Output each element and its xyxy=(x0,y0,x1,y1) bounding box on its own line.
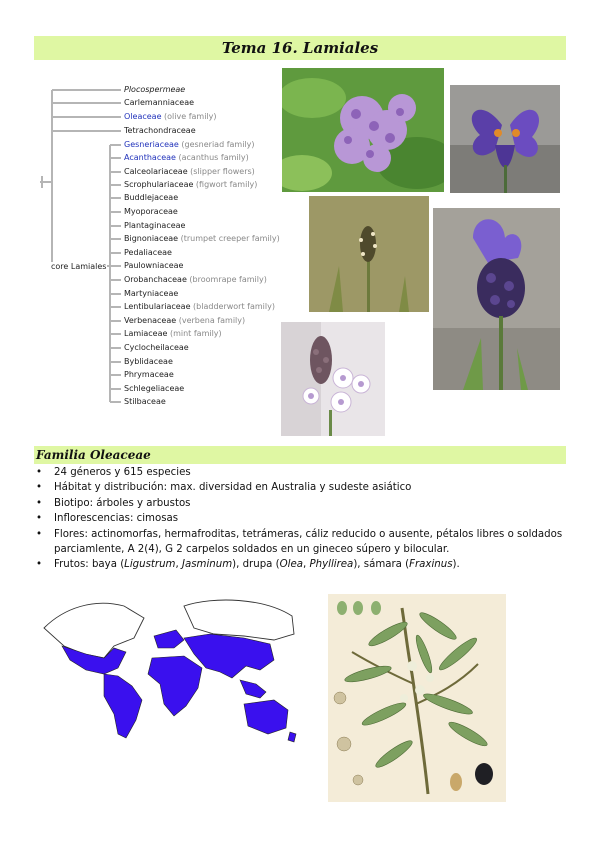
fact-item xyxy=(34,480,564,495)
taxon-name: Lamiaceae xyxy=(124,329,168,338)
taxon xyxy=(124,275,267,284)
page-title: Tema 16. Lamiales xyxy=(34,36,566,60)
fact-text: Biotipo: árboles y arbustos xyxy=(54,497,191,509)
taxon-common-name: (broomrape family) xyxy=(186,275,267,284)
taxon-common-name: (figwort family) xyxy=(193,180,258,189)
fact-item xyxy=(34,557,564,572)
taxon xyxy=(124,234,280,243)
taxon xyxy=(124,98,194,107)
taxon xyxy=(124,384,184,393)
taxon xyxy=(124,302,275,311)
taxon xyxy=(124,126,196,135)
taxon-name[interactable]: Oleaceae xyxy=(124,112,162,121)
taxon-name: Buddlejaceae xyxy=(124,193,179,202)
taxon-name: Tetrachondraceae xyxy=(124,126,196,135)
taxon-name: Plantaginaceae xyxy=(124,221,186,230)
taxon xyxy=(124,357,173,366)
taxon-name: Martyniaceae xyxy=(124,289,179,298)
taxon xyxy=(124,261,183,270)
section-title: Familia Oleaceae xyxy=(34,446,566,464)
taxon xyxy=(124,248,172,257)
taxon xyxy=(124,329,222,338)
taxon-name[interactable]: Gesneriaceae xyxy=(124,140,179,149)
fact-text: ), sámara ( xyxy=(353,559,410,571)
taxon-name: Byblidaceae xyxy=(124,357,173,366)
taxon-name: Schlegeliaceae xyxy=(124,384,185,393)
lavender-photo xyxy=(433,208,560,390)
taxon-name: Phrymaceae xyxy=(124,370,174,379)
plantain-photo xyxy=(309,196,429,312)
taxon xyxy=(124,180,257,189)
taxon xyxy=(124,370,174,379)
taxon-name: Pedaliaceae xyxy=(124,248,172,257)
fact-item xyxy=(34,465,564,480)
taxon-common-name: (acanthus family) xyxy=(175,153,249,162)
phylogenetic-tree xyxy=(0,0,280,420)
fact-item xyxy=(34,511,564,526)
taxon-common-name: (gesneriad family) xyxy=(178,140,255,149)
taxon xyxy=(124,316,245,325)
fact-text: 24 géneros y 615 especies xyxy=(54,467,191,478)
taxon-common-name: (mint family) xyxy=(167,329,222,338)
taxon xyxy=(124,207,178,216)
taxon-name: Scrophulariaceae xyxy=(124,180,194,189)
taxon-name: Calceolariaceae xyxy=(124,167,188,176)
fact-text: Flores: actinomorfas, hermafroditas, tetrámeras, cáliz reducido o ausente, pétalos libres o soldados parciamlente, A 2(4), G 2 carpelos soldados en un gineceo súpero y bilocular. xyxy=(54,528,563,556)
clade-label: core Lamiales xyxy=(51,262,107,271)
taxon-name: Plocospermeae xyxy=(124,85,186,94)
taxon-common-name: (verbena family) xyxy=(176,316,246,325)
taxon xyxy=(124,289,178,298)
taxon-name: Cyclocheilaceae xyxy=(124,343,189,352)
taxon-name: Myoporaceae xyxy=(124,207,178,216)
olive-branch-icon xyxy=(328,594,506,802)
taxon xyxy=(124,140,255,149)
taxon xyxy=(124,397,166,406)
olive-botanical-illustration xyxy=(328,594,506,802)
fact-text: ), drupa ( xyxy=(232,559,280,571)
taxon xyxy=(124,85,185,94)
toadflax-photo xyxy=(450,85,560,193)
taxon-common-name: (bladderwort family) xyxy=(190,302,275,311)
taxon xyxy=(124,153,249,162)
genus-name: Phyllirea xyxy=(309,559,354,571)
distribution-map xyxy=(34,588,300,752)
fact-item xyxy=(34,527,564,558)
taxon-name: Lentibulariaceae xyxy=(124,302,191,311)
taxon-name: Orobanchaceae xyxy=(124,275,187,284)
facts-list xyxy=(34,465,564,573)
world-map-icon xyxy=(34,588,300,752)
fact-text: , xyxy=(303,559,310,571)
verbena-photo xyxy=(281,322,385,436)
taxon-common-name: (slipper flowers) xyxy=(187,167,255,176)
taxon-common-name: (olive family) xyxy=(161,112,217,121)
taxon-name: Carlemanniaceae xyxy=(124,98,195,107)
taxon xyxy=(124,167,255,176)
taxon xyxy=(124,221,185,230)
genus-name: Ligustrum xyxy=(124,559,176,571)
genus-name: Olea xyxy=(279,559,303,571)
fact-item xyxy=(34,496,564,511)
taxon-name[interactable]: Acanthaceae xyxy=(124,153,176,162)
fact-text: , xyxy=(175,559,182,571)
taxon-name: Stilbaceae xyxy=(124,397,166,406)
fact-text: Inflorescencias: cimosas xyxy=(54,513,179,525)
taxon xyxy=(124,193,178,202)
taxon xyxy=(124,343,189,352)
fact-text: Frutos: baya ( xyxy=(54,559,125,571)
taxon xyxy=(124,112,217,121)
taxon-common-name: (trumpet creeper family) xyxy=(178,234,280,243)
genus-name: Fraxinus xyxy=(409,559,453,571)
genus-name: Jasminum xyxy=(181,559,233,571)
fact-text: ). xyxy=(452,559,460,571)
lilac-photo xyxy=(282,68,444,192)
taxon-name: Verbenaceae xyxy=(124,316,177,325)
taxon-name: Bignoniaceae xyxy=(124,234,179,243)
taxon-name: Paulowniaceae xyxy=(124,261,184,270)
fact-text: Hábitat y distribución: max. diversidad en Australia y sudeste asiático xyxy=(54,482,412,494)
